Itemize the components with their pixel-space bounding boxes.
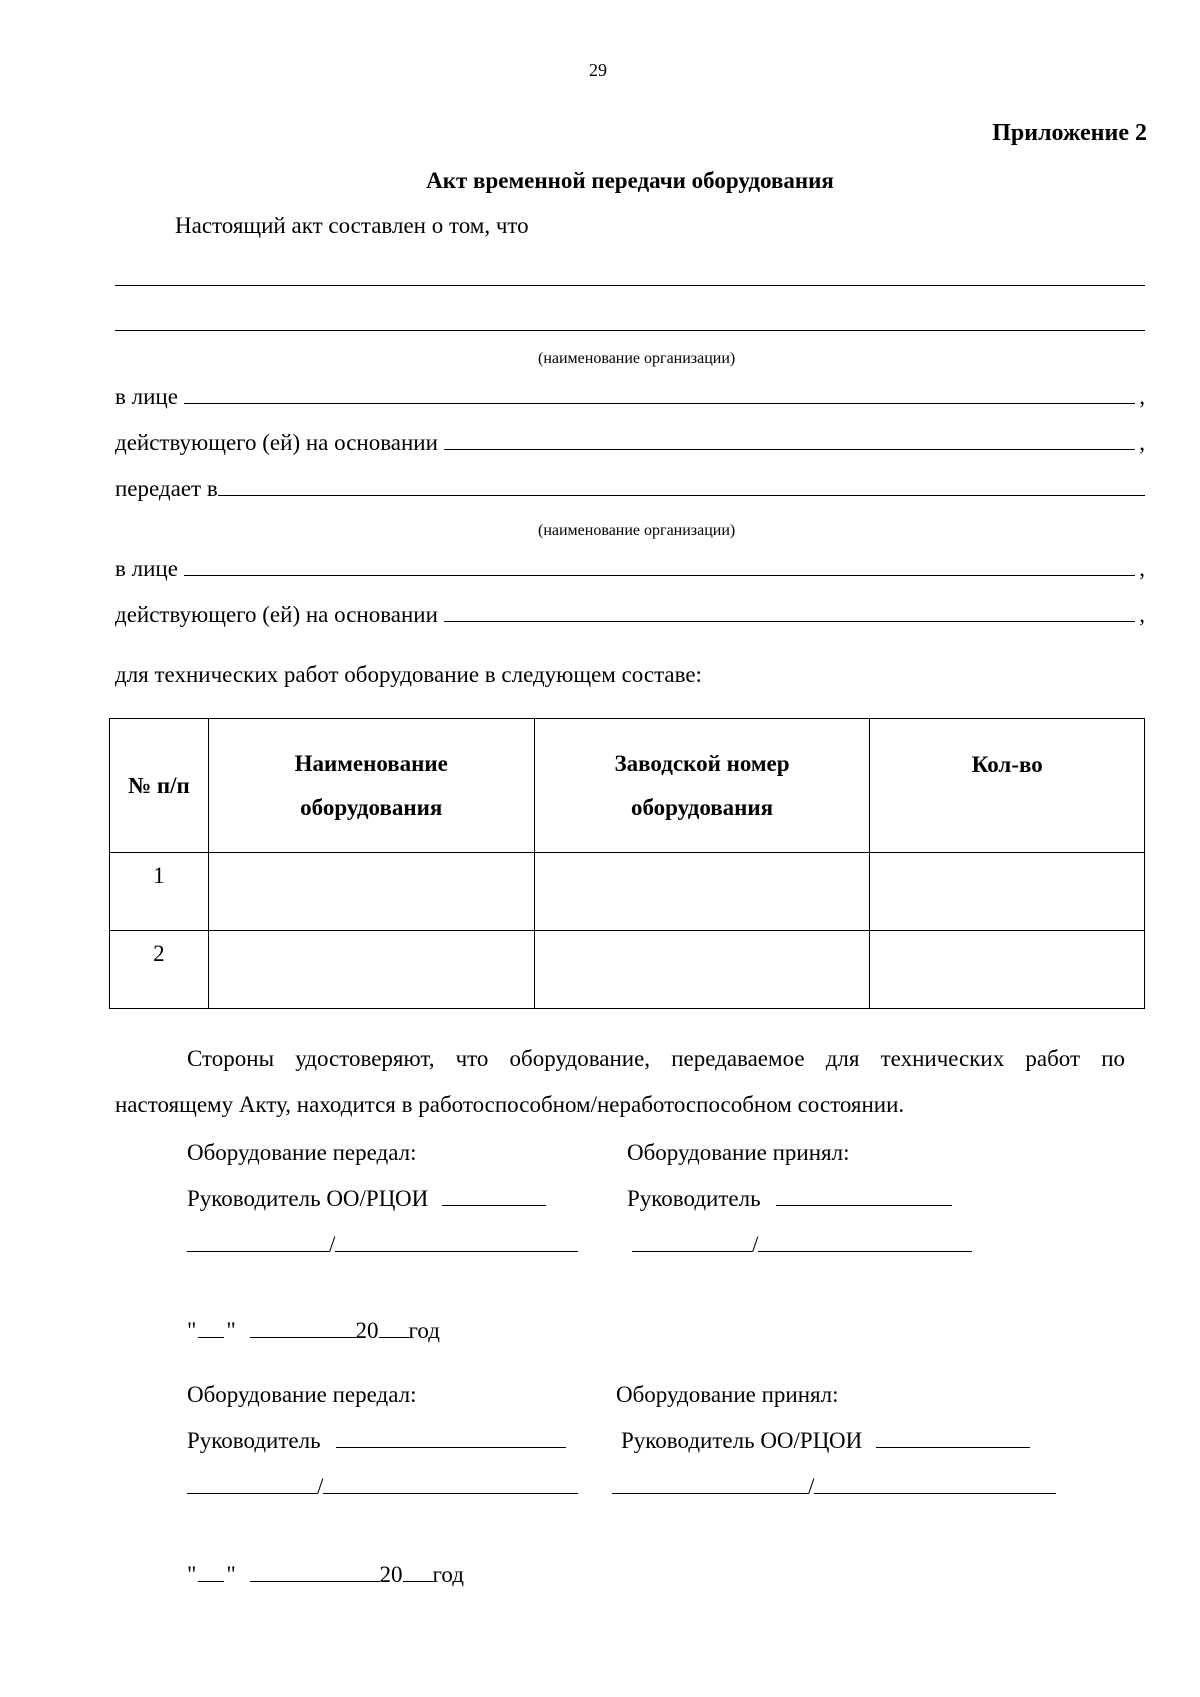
block1-left-heading: Оборудование передал: — [187, 1140, 417, 1165]
org-caption-2: (наименование организации) — [538, 522, 736, 539]
signature-line[interactable] — [187, 1250, 329, 1252]
cell-name[interactable] — [208, 931, 534, 1009]
org-caption-1: (наименование организации) — [538, 350, 736, 367]
cell-name[interactable] — [208, 853, 534, 931]
field-row-v-litse-2[interactable] — [115, 556, 1145, 582]
appendix-label: Приложение 2 — [992, 120, 1147, 146]
name-line[interactable] — [758, 1250, 972, 1252]
block1-right-role-row — [627, 1186, 952, 1212]
slash: / — [752, 1232, 759, 1257]
field-comma: , — [1139, 384, 1145, 409]
field-row-deistv-1[interactable] — [115, 430, 1145, 456]
header-serial: Заводской номер оборудования — [534, 719, 870, 853]
date-suffix: год — [408, 1318, 440, 1343]
name-line[interactable] — [323, 1492, 578, 1494]
date-quote-close: " — [226, 1318, 236, 1343]
block2-date-row — [187, 1562, 464, 1588]
signature-line[interactable] — [876, 1446, 1030, 1448]
name-line[interactable] — [814, 1492, 1056, 1494]
table-row — [110, 853, 1145, 931]
header-number: № п/п — [110, 719, 209, 853]
field-underline[interactable] — [444, 448, 1135, 450]
block2-right-sign-row — [612, 1474, 1056, 1500]
block1-left-role-row — [187, 1186, 546, 1212]
date-quote-open: " — [187, 1318, 197, 1343]
signature-line[interactable] — [776, 1204, 952, 1206]
signature-line[interactable] — [612, 1492, 808, 1494]
field-underline[interactable] — [184, 402, 1135, 404]
date-quote-open: " — [187, 1562, 197, 1587]
intro-text: Настоящий акт составлен о том, что — [175, 213, 529, 238]
signature-line[interactable] — [336, 1446, 566, 1448]
block2-right-heading: Оборудование принял: — [616, 1382, 839, 1407]
statement-paragraph: Стороны удостоверяют, что оборудование, передаваемое для технических работ по настоящему Акту, находится в работоспособном/неработоспособном состоянии. — [115, 1046, 1125, 1117]
block2-left-role-row — [187, 1428, 566, 1454]
cell-serial[interactable] — [534, 853, 870, 931]
signature-line[interactable] — [442, 1204, 546, 1206]
day-line[interactable] — [198, 1580, 224, 1582]
table-row — [110, 931, 1145, 1009]
table-header-row — [110, 719, 1145, 853]
field-label: передает в — [115, 476, 218, 501]
month-line[interactable] — [250, 1580, 380, 1582]
block2-right-role: Руководитель ОО/РЦОИ — [621, 1428, 863, 1453]
field-row-deistv-2[interactable] — [115, 602, 1145, 628]
composition-text: для технических работ оборудование в следующем составе: — [115, 662, 702, 687]
slash: / — [329, 1232, 336, 1257]
signature-line[interactable] — [632, 1250, 752, 1252]
cell-qty[interactable] — [870, 853, 1145, 931]
block1-right-heading: Оборудование принял: — [627, 1140, 850, 1165]
field-row-peredaet[interactable] — [115, 476, 1145, 502]
field-comma: , — [1139, 602, 1145, 627]
cell-number: 2 — [110, 931, 209, 1009]
block2-right-role-row — [621, 1428, 1030, 1454]
field-label: в лице — [115, 384, 178, 409]
field-underline[interactable] — [218, 494, 1145, 496]
cell-qty[interactable] — [870, 931, 1145, 1009]
date-year: 20 — [355, 1318, 379, 1343]
org-line-1[interactable] — [115, 285, 1145, 286]
block2-left-role: Руководитель — [187, 1428, 321, 1453]
name-line[interactable] — [335, 1250, 578, 1252]
date-year: 20 — [379, 1562, 403, 1587]
slash: / — [317, 1474, 324, 1499]
field-comma: , — [1139, 556, 1145, 581]
equipment-table — [109, 718, 1145, 1009]
signature-line[interactable] — [187, 1492, 317, 1494]
block1-left-role: Руководитель ОО/РЦОИ — [187, 1186, 429, 1211]
page-number: 29 — [589, 60, 607, 80]
year-line[interactable] — [379, 1336, 409, 1338]
date-quote-close: " — [226, 1562, 236, 1587]
field-underline[interactable] — [444, 620, 1135, 622]
org-line-2[interactable] — [115, 330, 1145, 331]
field-label: в лице — [115, 556, 178, 581]
cell-number: 1 — [110, 853, 209, 931]
block1-left-sign-row — [187, 1232, 578, 1258]
block2-left-sign-row — [187, 1474, 578, 1500]
field-comma: , — [1139, 430, 1145, 455]
block1-right-role: Руководитель — [627, 1186, 761, 1211]
field-label: действующего (ей) на основании — [115, 430, 438, 455]
block1-date-row — [187, 1318, 440, 1344]
slash: / — [808, 1474, 815, 1499]
month-line[interactable] — [250, 1336, 356, 1338]
day-line[interactable] — [198, 1336, 224, 1338]
cell-serial[interactable] — [534, 931, 870, 1009]
year-line[interactable] — [403, 1580, 433, 1582]
field-row-v-litse-1[interactable] — [115, 384, 1145, 410]
date-suffix: год — [432, 1562, 464, 1587]
block2-left-heading: Оборудование передал: — [187, 1382, 417, 1407]
header-name: Наименование оборудования — [208, 719, 534, 853]
block1-right-sign-row — [632, 1232, 972, 1258]
field-underline[interactable] — [184, 574, 1135, 576]
field-label: действующего (ей) на основании — [115, 602, 438, 627]
document-title: Акт временной передачи оборудования — [426, 168, 834, 193]
header-qty: Кол-во — [870, 719, 1145, 853]
